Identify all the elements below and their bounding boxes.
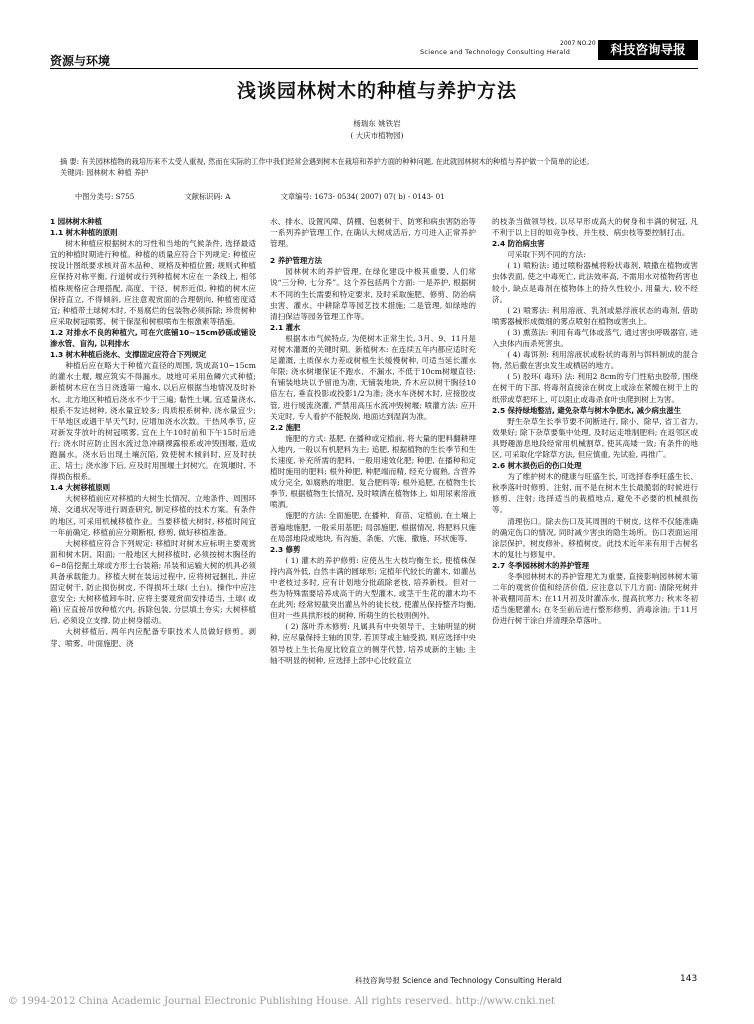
paragraph: 冬季园林树木的养护管理尤为重要, 直接影响园林树木第二年的观赏价值和经济价值, 应注意以下几方面: 清除死树并补栽棚同苗木; 在11月初及时灌冻水, 提高抗寒力; 秋末冬初适当施肥灌水; 在冬至前后进行整形修剪、消毒涂油; 于11月份进行树干涂白并清理杂草落叶。 (492, 572, 698, 626)
document-code: 文献标识码: A (184, 192, 231, 201)
copyright-watermark: © 1994-2012 China Academic Journal Electronic Publishing House. All rights reserved. http://www.cnki.net (8, 996, 556, 1007)
subsection-heading: 2.5 保持绿地整洁, 避免杂草与树木争肥水, 减少病虫滋生 (492, 405, 682, 415)
issue-number: 2007 NO.20 (560, 40, 596, 47)
paragraph: ( 3) 熏蒸法: 利用有毒气体或蒸气, 通过害虫呼吸器官, 进入虫体内而杀死害虫。 (492, 327, 698, 349)
article-authors: 杨瑞东 姚铁岩 (353, 119, 401, 128)
subsection-heading: 2.7 冬季园林树木的养护管理 (492, 560, 589, 570)
header-divider (50, 68, 698, 69)
paragraph: ( 2) 喷雾法: 利用溶液、乳剂或悬浮液状态的毒剂, 借助喷雾器械形成微细的雾点喷射在植物或害虫上。 (492, 305, 698, 326)
clc-number: 中图分类号: S755 (75, 192, 135, 201)
paragraph: 的枝条当做领导枝, 以尽早形成高大的树身和丰满的树冠, 凡不利于以上目的如竞争枝、并生枝、病虫枝等要控制打击。 (492, 217, 698, 238)
page-number: 143 (680, 974, 698, 984)
footer-journal: 科技咨询导报 Science and Technology Consulting Herald (355, 976, 562, 985)
paragraph: 可采取下列不同的方法: (507, 250, 586, 260)
section-heading: 2 养护管理方法 (270, 256, 323, 266)
paragraph: ( 1) 喷粉法: 通过喷粉器械将粉状毒剂, 喷撒在植物或害虫体表面, 使之中毒死亡, 此法效率高, 不需用水对植物药害也较小, 缺点是毒剂在植物体上的持久性较小, 用量大, 较不经济。 (492, 261, 698, 304)
paragraph: 树木种植应根据树木的习性和当地的气候条件, 选择最适宜的种植时期进行种植。种植的质量应符合下列规定: 种植应按设计图纸要求核对苗木品种、规格及种植位置; 规则式种植应保持对称平衡, 行道树或行列种植树木应在一条线上, 相邻植株规格应合理搭配, 高度、干径、树形近似, 种植的树木应保持直立, 不得倾斜, 应注意观赏面的合理朝向, 种植密度适宜; 种植带土球树木时, 不易腐烂的包装物必须拆除; 珍贵树种应采取树冠喷雾、树干保湿和树根喷布生根激素等措施。 (50, 239, 256, 326)
subsection-heading: 1.3 树木种植后浇水、支撑固定应符合下列规定 (50, 350, 207, 360)
paragraph: 施肥的方式: 基肥, 在播种或定植前, 将大量的肥料翻耕埋入地内, 一般以有机肥料为主; 追肥, 根据植物的生长季节和生长速度, 补充所需的肥料, 一般用速效化肥; 种肥, 在播种和定植时施用的肥料; 根外种肥, 种肥端而精, 经充分腐熟, 含营养成分完全, 如腐熟的堆肥、复合肥料等; 根外追肥, 在植物生长季节, 根据植物生长情况, 及时喷洒在植物体上, 如用尿素溶液喷洒。 (270, 433, 476, 510)
journal-name-english: Science and Technology Consulting Herald (420, 48, 571, 56)
section-label: 资源与环境 (50, 54, 111, 68)
subsection-heading: 2.3 修剪 (270, 544, 301, 554)
subsection-heading: 2.1 灌水 (270, 322, 301, 332)
paragraph: 园林树木的养护管理, 在绿化建设中极其重要, 人们常说“三分种, 七分养”。这个养包括两个方面: 一是养护, 根据树木不同的生长需要和特定要求, 及时采取施肥、修剪、防治病虫害、灌水、中耕除草等园艺技术措施; 二是管理, 如绿地的清扫保洁等园务管理工作等。 (270, 267, 476, 321)
author-affiliation: ( 大庆市植物园) (350, 131, 404, 140)
section-heading: 1 园林树木种植 (50, 217, 103, 226)
subsection-heading: 1.4 大树移植原则 (50, 483, 111, 493)
body-column-2 (270, 216, 476, 666)
paragraph: 大树移植前应对移植的大树生长情况、立地条件、周围环境、交通状况等进行调查研究, 制定移植的技术方案。有条件的地区, 可采用机械移植作业。当要移植大树时, 移植时间宜一年前确定, 移植前应分期断根, 修剪, 做好移植准备。 (50, 494, 256, 537)
paragraph: 施肥的方法: 全面施肥, 在播种、育苗、定植前, 在土壤上普遍地施肥, 一般采用基肥; 局部施肥, 根据情况, 将肥料只施在局部地段或地块, 有沟施、条施、穴施、撒施、环状施等。 (270, 511, 476, 543)
paragraph: ( 4) 毒饵剂: 利用溶液状或粉状的毒剂与饵料制成的混合物, 然后撒在害虫发生或栖居的地方。 (492, 350, 698, 371)
paragraph: 种植后应在略大于种植穴直径的周围, 筑成高10~15cm的灌水土堰, 堰应筑实不得漏水。坡地可采用鱼鳞穴式种植; 新植树木应在当日浇透第一遍水, 以后应根据当地情况及时补水。北方地区种植后浇水不少于三遍; 黏性土壤, 宜适量浇水, 根系不发达树种, 浇水量宜较多; 肉质根系树种, 浇水量宜少; 干旱地区或遇干旱天气时, 应增加浇水次数。干热风季节, 应对新发芽放叶的树冠喷雾, 宜在上午10时前和下午15时后进行; 浇水时应防止因水流过急冲刷裸露根系或冲毁围堰, 造成跑漏水。浇水后出现土壤沉陷, 致使树木倾斜时, 应及时扶正、培土; 浇水渗下后, 应及时用围堰土封树穴。在筑堰时, 不得损伤根系。 (50, 361, 256, 482)
body-column-1 (50, 216, 256, 649)
paragraph: 野生杂草生长季节要不间断进行, 除小、除早, 省工省力, 效果好; 除下杂草要集中处理, 及时运走堆制肥料; 在返邻区或具野趣游息地段经常用机械割草, 使其高矮一致; 有条件的地区, 可采取化学除草方法, 但应慎重, 先试验, 再推广。 (492, 416, 698, 459)
paragraph: 为了维护树木的健康与旺盛生长, 可选择春季旺盛生长、秋季落叶时修剪、注射, 而不是在树木生长最脆弱的时候进行修剪、注射; 选择适当的栽植地点, 避免不必要的机械损伤等。 (492, 472, 698, 515)
paragraph: 水、排水、设置风障、荫棚、包裹树干、防寒和病虫害防治等一系列养护管理工作, 在确认大树成活后, 方可进入正常养护管理。 (270, 217, 476, 249)
abstract-text: 摘 要: 有关园林植物的栽培历来不太受人重视, 然而在实际的工作中我们经常会遇到树木在栽培和养护方面的种种问题, 在此就园林树木的种植与养护做一个简单的论述。 (60, 157, 594, 166)
paragraph: ( 5) 胶环( 毒环) 法: 利用2 8cm的专门性粘虫胶带, 围绕在树干的下部, 将毒剂直接涂在树皮上或涂在紧缠在树干上的纸带或草把环上, 可以阻止或毒杀食叶虫爬到树上为害。 (492, 372, 698, 404)
subsection-heading: 2.6 树木损伤后的伤口处理 (492, 461, 582, 471)
abstract-block (60, 156, 690, 178)
paragraph: ( 1) 灌木的养护修剪: 应使丛生大枝均衡生长, 使植株保持内高外低, 自然丰满的圆球形; 定植年代较长的灌木, 如灌丛中老枝过多时, 应有计划地分批疏除老枝, 培养新枝。但对一些为特殊需要培养成高干的大型灌木, 或茎干生花的灌木均不在此列; 经常短截突出灌丛外的徒长枝, 使灌丛保持整齐均衡, 但对一些具拱形枝的树种, 所萌生的长枝则例外。 (270, 555, 476, 621)
subsection-heading: 1.1 树木种植的原则 (50, 228, 118, 238)
subsection-heading: 2.2 施肥 (270, 422, 301, 432)
paragraph: ( 2) 落叶乔木修剪: 凡属具有中央领导干、主轴明显的树种, 应尽量保持主轴的顶芽, 若顶芽或主轴受损, 则应选择中央领导枝上生长角度比较直立的侧芽代替, 培养成新的主轴; 主轴不明显的树种, 应选择上部中心比较直立 (270, 622, 476, 665)
classification-row (75, 192, 675, 202)
paragraph: 清理伤口。除去伤口及其周围的干树皮, 这样不仅能准确的确定伤口的情况, 同时减少害虫的隐生场所。伤口表面运用涂层保护。树皮修补。移植树皮。此技术近年来有用于古树名木的复壮与修复中。 (492, 516, 698, 559)
body-column-3 (492, 216, 698, 626)
subsection-heading: 2.4 防治病虫害 (492, 239, 545, 249)
subsection-heading: 1.2 对排水不良的种植穴, 可在穴底铺10~15cm砂砾或铺设渗水管、盲沟, 以利排水 (50, 327, 256, 349)
journal-brand-logo: 科技咨询导报 (598, 40, 698, 60)
keywords: 关键词: 园林树木 种植 养护 (60, 168, 149, 177)
paragraph: 根据本市气候特点, 为使树木正常生长, 3月、9、11月是对树木灌溉的关键时期。新植树木: 在连续五年内都应适时充足灌溉, 土质保水力差或树根生长缓慢树种, 可适当延长灌水年限; 浇水树堰保证不跑水、不漏水, 不低于10cm树堰直径: 有铺装地块以予留池为准, 无铺装地块, 乔木应以树干胸径10倍左右, 垂直投影或投影1/2为准; 浇水车浇树木时, 应接胶皮管, 进行缓流浇灌, 严禁用高压水流冲毁树堰; 喷灌方法: 应开关定时, 专人看护不能脱岗, 地面达到湿润为准。 (270, 333, 476, 421)
paragraph: 大树移植应符合下列规定: 移植时对树木应标明主要观赏面和树木阴、阳面; 一般地区大树移植时, 必须按树木胸径的6~8倍挖掘土球或方形土台装箱; 吊装和运输大树的机具必须具备承载能力。移植大树在装运过程中, 应将树冠捆扎, 并应固定树干, 防止损伤树皮, 不得损坏土球( 土台)。操作中应注意安全; 大树移植卸车时, 应将主要观赏面安排适当, 土球( 或箱) 应直接吊放种植穴内, 拆除包装, 分层填土夯实; 大树移植后, 必须设立支撑, 防止树身摇动。 (50, 538, 256, 626)
article-number: 文章编号: 1673- 0534( 2007) 07( b) - 0143- 01 (280, 192, 445, 201)
paragraph: 大树移植后, 两年内应配备专职技术人员做好修剪、剥芽、喷雾、叶面施肥、浇 (50, 627, 256, 648)
article-title: 浅谈园林树木的种植与养护方法 (236, 80, 517, 102)
